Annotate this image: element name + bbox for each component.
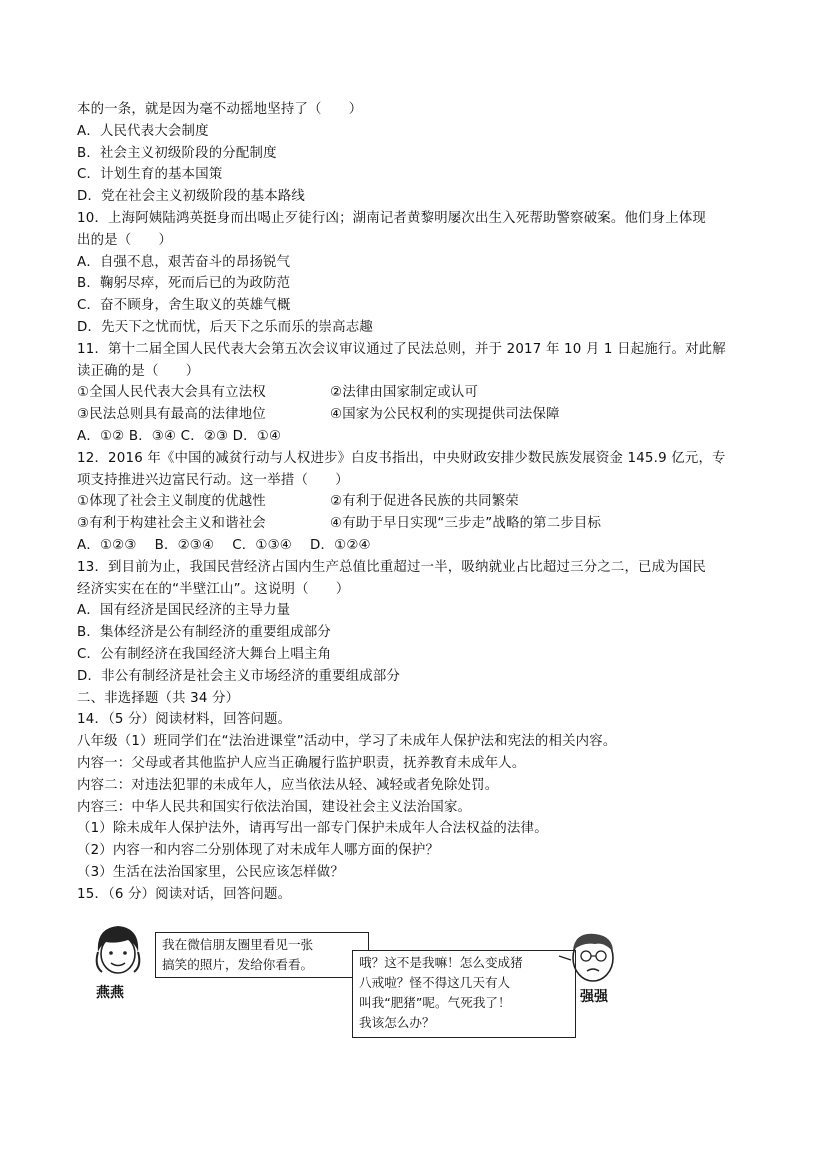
q12-answers: A．①②③ B．②③④ C．①③④ D．①②④ [77,537,371,553]
dialogue-comic [90,920,640,1040]
q11-stem: 11．第十二届全国人民代表大会第五次会议审议通过了民法总则，并于 2017 年 10 月 1 日起施行。对此解 [77,341,726,357]
q13-option-b: B．集体经济是公有制经济的重要组成部分 [77,625,332,641]
q9-option-c: C．计划生育的基本国策 [77,167,223,183]
q14-material: 内容三：中华人民共和国实行依法治国，建设社会主义法治国家。 [77,799,472,815]
q11-answers: A．①② B．③④ C．②③ D．①④ [77,428,282,444]
bubble-line: 哦？这不是我嘛！怎么变成猪 [359,955,523,970]
q9-option-a: A．人民代表大会制度 [77,123,209,139]
q14-subquestion: （3）生活在法治国家里，公民应该怎样做？ [77,864,344,880]
statement: ③有利于构建社会主义和谐社会 [77,516,266,532]
q13-option-a: A．国有经济是国民经济的主导力量 [77,603,291,619]
q13-option-d: D．非公有制经济是社会主义市场经济的重要组成部分 [77,668,401,684]
girl-face-icon [90,922,146,982]
q9-option-b: B．社会主义初级阶段的分配制度 [77,145,277,161]
q10-option-b: B．鞠躬尽瘁，死而后已的为政防范 [77,276,291,292]
q9-option-d: D．党在社会主义初级阶段的基本路线 [77,189,305,205]
bubble-line: 搞笑的照片，发给你看看。 [162,957,314,972]
q14-stem: 14．（5 分）阅读材料，回答问题。 [77,712,292,728]
statement: ④国家为公民权利的实现提供司法保障 [330,407,560,423]
q12-stem: 12．2016 年《中国的减贫行动与人权进步》白皮书指出，中央财政安排少数民族发展资金 145.9 亿元，专 [77,450,726,466]
left-speaker-name: 燕燕 [96,985,124,1001]
bubble-line: 我该怎么办？ [359,1015,435,1030]
q10-option-d: D．先天下之忧而忧，后天下之乐而乐的崇高志趣 [77,319,373,335]
section-heading: 二、非选择题（共 34 分） [77,690,240,706]
q11-statements [77,404,757,426]
q10-option-c: C．奋不顾身，舍生取义的英雄气概 [77,298,291,314]
q14-material: 内容二：对违法犯罪的未成年人，应当依法从轻、减轻或者免除处罚。 [77,777,499,793]
q12-statements [77,513,757,535]
boy-face-icon [555,926,625,988]
right-speaker-name: 强强 [580,989,608,1005]
left-speech-bubble [155,932,369,978]
bubble-line: 八戒啦？怪不得这几天有人 [359,975,511,990]
q10-option-a: A．自强不息，艰苦奋斗的昂扬锐气 [77,254,291,270]
q11-statements [77,382,757,404]
q14-material: 内容一：父母或者其他监护人应当正确履行监护职责，抚养教育未成年人。 [77,755,526,771]
text-line: 本的一条，就是因为毫不动摇地坚持了（ ） [77,102,363,117]
q13-stem: 经济实实在在的“半壁江山”。这说明（ ） [77,581,350,597]
statement: ④有助于早日实现“三步走”战略的第二步目标 [330,516,602,532]
right-speech-bubble [352,950,576,1038]
q14-subquestion: （2）内容一和内容二分别体现了对未成年人哪方面的保护？ [77,843,440,859]
statement: ③民法总则具有最高的法律地位 [77,407,266,423]
q10-stem: 出的是（ ） [77,232,173,248]
q10-stem: 10．上海阿姨陆鸿英挺身而出喝止歹徒行凶；湖南记者黄黎明屡次出生入死帮助警察破案。他们身上体现 [77,210,707,226]
bubble-line: 叫我“肥猪”呢。气死我了！ [359,995,511,1010]
q12-statements [77,491,757,513]
q11-stem: 读正确的是（ ） [77,363,200,379]
q15-stem: 15．（6 分）阅读对话，回答问题。 [77,886,292,902]
statement: ②法律由国家制定或认可 [330,385,479,401]
question-text [77,99,757,905]
statement: ①体现了社会主义制度的优越性 [77,494,266,510]
statement: ②有利于促进各民族的共同繁荣 [330,494,519,510]
q13-option-c: C．公有制经济在我国经济大舞台上唱主角 [77,646,332,662]
statement: ①全国人民代表大会具有立法权 [77,385,266,401]
q14-material: 八年级（1）班同学们在“法治进课堂”活动中，学习了未成年人保护法和宪法的相关内容。 [77,734,617,750]
bubble-line: 我在微信朋友圈里看见一张 [162,937,314,952]
q13-stem: 13．到目前为止，我国民营经济占国内生产总值比重超过一半，吸纳就业占比超过三分之二，已成为国民 [77,559,707,575]
q14-subquestion: （1）除未成年人保护法外，请再写出一部专门保护未成年人合法权益的法律。 [77,821,548,837]
q12-stem: 项支持推进兴边富民行动。这一举措（ ） [77,472,349,488]
